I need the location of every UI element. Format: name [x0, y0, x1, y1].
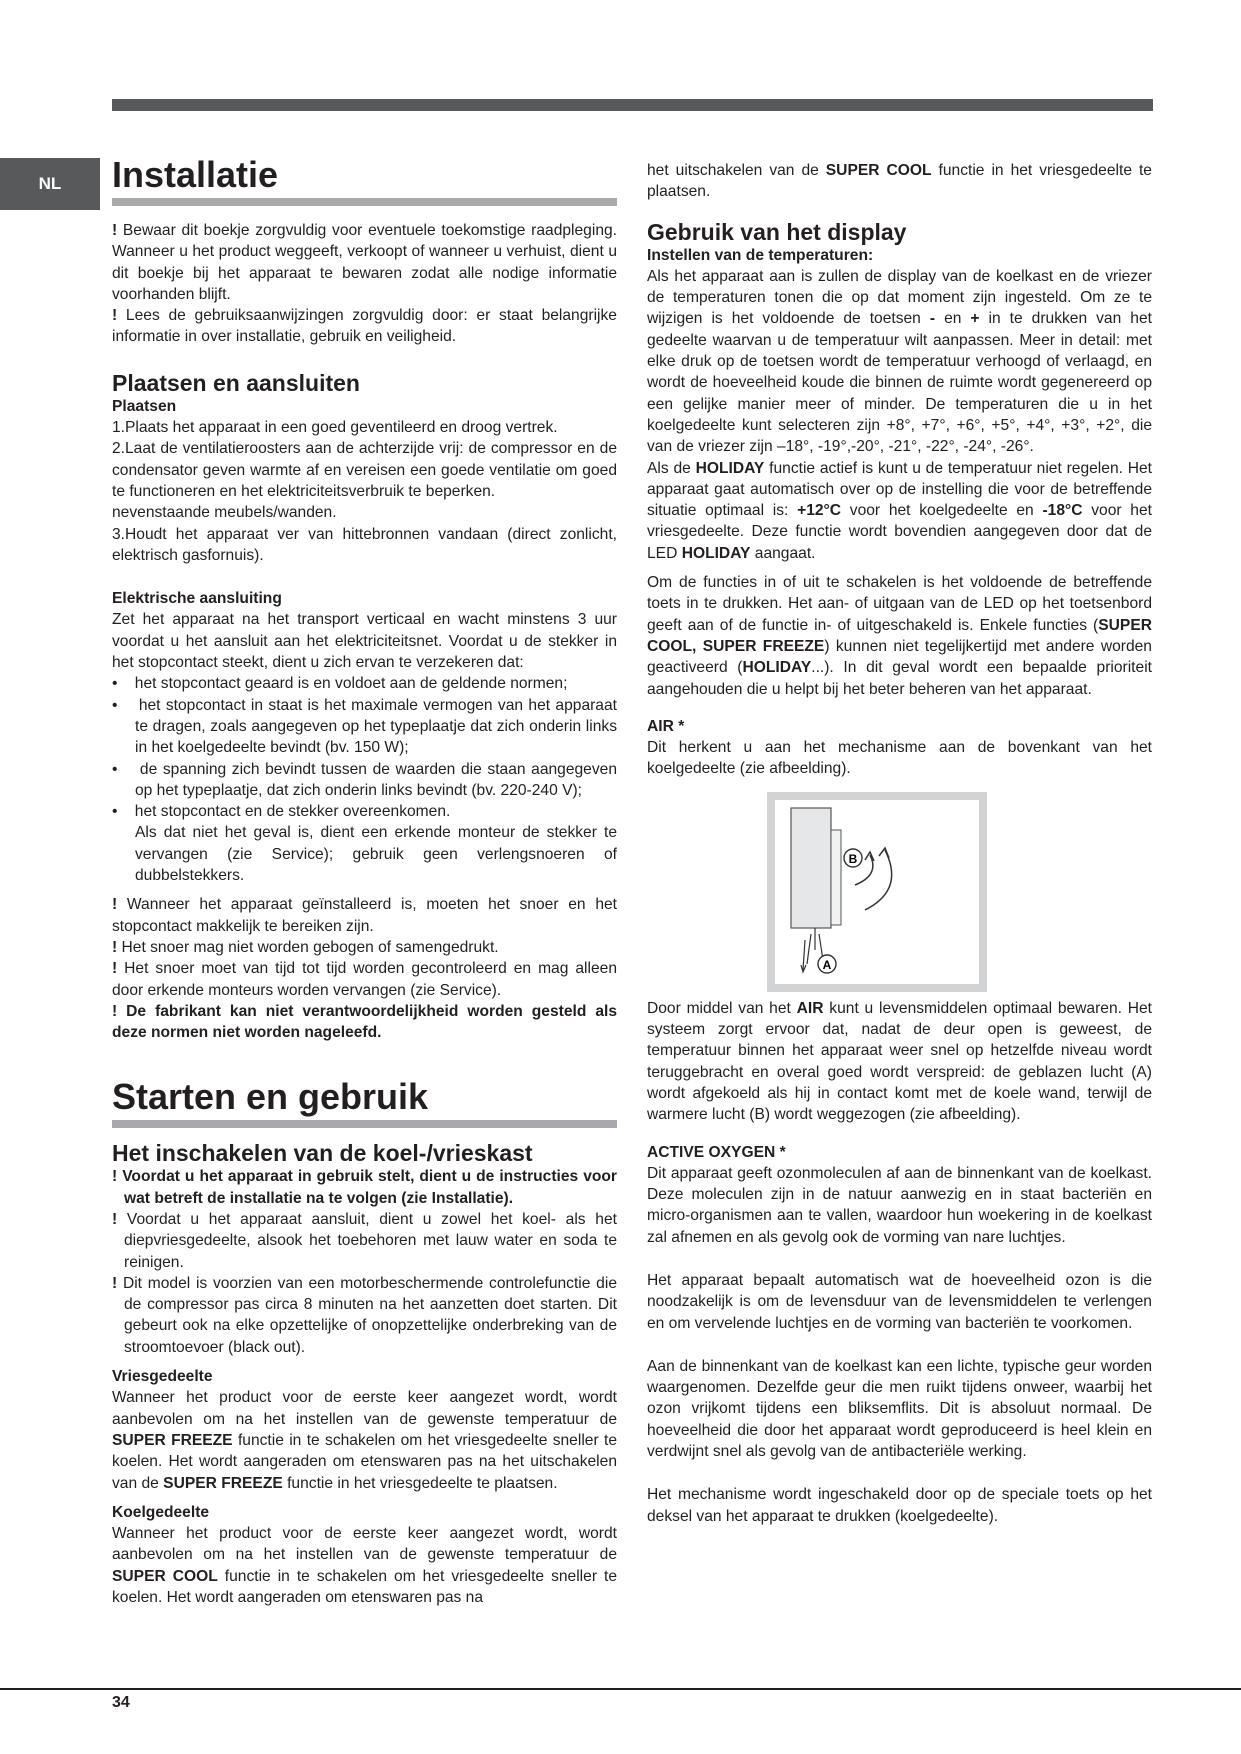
- air-text: Door middel van het AIR kunt u levensmiddelen optimaal bewaren. Het systeem zorgt ervoor dat, nadat de deur open is geweest, de temperatuur binnen het apparaat weer snel op hetzelfde niveau wordt teruggebracht en overal goed wordt verspreid: de geblazen lucht (A) wordt afgekoeld als hij in contact komt met de koele wand, terwijl de warmere lucht (B) wordt weggezogen (zie afbeelding).: [647, 999, 1152, 1124]
- start-note-1: ! Voordat u het apparaat in gebruik stelt, dient u de instructies voor wat betreft de installatie na te volgen (zie Installatie).: [112, 1168, 617, 1207]
- intro-note-2: ! Lees de gebruiksaanwijzingen zorgvuldig door: er staat belangrijke informatie in over installatie, gebruik en veiligheid.: [112, 307, 617, 346]
- air-mechanism-diagram: [775, 800, 979, 984]
- koelgedeelte-text: Wanneer het product voor de eerste keer aangezet wordt, wordt aanbevolen om na het instellen van de gewenste temperatuur de SUPER COOL functie in te schakelen om het vriesgedeelte sneller te koelen. Het wordt aangeraden om etenswaren pas na: [112, 1525, 618, 1607]
- oxygen-text-2: Het apparaat bepaalt automatisch wat de hoeveelheid ozon is die noodzakelijk is om de levensduur van de levensmiddelen te verlengen en om vervelende luchtjes en de vorming van bacteriën te voorkomen.: [647, 1271, 1152, 1332]
- warning-3: ! Het snoer moet van tijd tot tijd worden gecontroleerd en mag alleen door erkende monteurs worden vervangen (zie Service).: [112, 960, 617, 999]
- active-oxygen-heading: ACTIVE OXYGEN *: [647, 1143, 786, 1161]
- bullet-item: • het stopcontact geaard is en voldoet aan de geldende normen;: [112, 675, 568, 693]
- bullet-item: • het stopcontact en de stekker overeenkomen.: [112, 803, 451, 821]
- installatie-title: Installatie: [112, 155, 617, 206]
- plaatsen-subheading: Plaatsen: [112, 397, 177, 415]
- left-column: [112, 155, 617, 1608]
- place-step-2-cont: nevenstaande meubels/wanden.: [112, 504, 337, 522]
- display-heading: Gebruik van het display: [647, 218, 907, 245]
- page-number: 34: [112, 1694, 130, 1711]
- label-a: A: [822, 957, 832, 972]
- place-step-2: 2.Laat de ventilatieroosters aan de achterzijde vrij: de compressor en de condensator geven warmte af en vereisen een goede ventilatie om goed te functioneren en het elektriciteitsverbruik te beperken.: [112, 440, 617, 500]
- bullet-item: • het stopcontact in staat is het maximale vermogen van het apparaat te dragen, zoals aangegeven op het typeplaatje dat zich onderin links in het koelgedeelte bevindt (bv. 150 W);: [112, 696, 617, 757]
- place-step-1: 1.Plaats het apparaat in een goed geventileerd en droog vertrek.: [112, 419, 558, 437]
- oxygen-text-4: Het mechanisme wordt ingeschakeld door op de speciale toets op het deksel van het apparaat te drukken (koelgedeelte).: [647, 1486, 1152, 1525]
- electric-heading: Elektrische aansluiting: [112, 590, 282, 608]
- starten-title: Starten en gebruik: [112, 1077, 617, 1128]
- warning-2: ! Het snoer mag niet worden gebogen of samengedrukt.: [112, 938, 499, 956]
- temperature-text: Als het apparaat aan is zullen de display van de koelkast en de vriezer de temperaturen tonen die op dat moment zijn ingesteld. Om ze te wijzigen is het voldoende de toetsen - en + in te drukken van het gedeelte waarvan u de temperatuur wilt aanpassen. Meer in detail: met elke druk op de toetsen wordt de temperatuur verhoogd of verlaagd, en wordt de hoeveelheid koude die binnen de ruimte wordt gegenereerd op een gelijke manier meer of minder. De temperaturen die u in het koelgedeelte kunt selecteren zijn +8°, +7°, +6°, +5°, +4°, +3°, +2°, die van de vriezer zijn –18°, -19°,-20°, -21°, -22°, -24°, -26°.: [647, 267, 1152, 456]
- place-step-3: 3.Houdt het apparaat ver van hittebronnen vandaan (direct zonlicht, elektrisch gasfornuis).: [112, 525, 617, 564]
- koelgedeelte-text-cont: het uitschakelen van de SUPER COOL functie in het vriesgedeelte te plaatsen.: [647, 162, 1152, 201]
- warning-1: ! Wanneer het apparaat geïnstalleerd is, moeten het snoer en het stopcontact makkelijk te bereiken zijn.: [112, 896, 617, 935]
- oxygen-text-3: Aan de binnenkant van de koelkast kan een lichte, typische geur worden waargenomen. Dezelfde geur die men ruikt tijdens onweer, waarbij het ozon vrijkomt tijdens een bliksemflits. Dit is absoluut normaal. De hoeveelheid die door het apparaat wordt geproduceerd is heel klein en verdwijnt snel als gevolg van de antibacteriële werking.: [647, 1357, 1152, 1461]
- right-column: [647, 160, 1152, 1527]
- fridge-body: [791, 808, 831, 928]
- vriesgedeelte-heading: Vriesgedeelte: [112, 1368, 213, 1386]
- warning-4: ! De fabrikant kan niet verantwoordelijkheid worden gesteld als deze normen niet worden nageleefd.: [112, 1002, 618, 1042]
- air-heading: AIR *: [647, 717, 685, 735]
- airflow-a-arrow: [801, 940, 806, 972]
- start-note-3: ! Dit model is voorzien van een motorbeschermende controlefunctie die de compressor pas circa 8 minuten na het aanzetten doet starten. Dit gebeurt ook na elke opzettelijke of onopzettelijke onderbreking van de stroomtoevoer (black out).: [112, 1274, 617, 1356]
- oxygen-text-1: Dit apparaat geeft ozonmoleculen af aan de binnenkant van de koelkast. Deze moleculen zijn in de natuur aanwezig en in staat bacteriën en micro-organismen aan te vallen, waardoor hun woekering in de koelkast zal afnemen en als gevolg ook de vorming van nare luchtjes.: [647, 1164, 1152, 1246]
- bullet-item: • de spanning zich bevindt tussen de waarden die staan aangegeven op het typeplaatje, dat zich onderin links bevindt (bv. 220-240 V);: [112, 760, 618, 799]
- bullet-item-cont: Als dat niet het geval is, dient een erkende monteur de stekker te vervangen (zie Service); gebruik geen verlengsnoeren of dubbelstekkers.: [135, 824, 617, 885]
- functions-text: Om de functies in of uit te schakelen is het voldoende de betreffende toets in te drukken. Het aan- of uitgaan van de LED op het toetsenbord geeft aan of de functie in- of uitgeschakeld is. Enkele functies (SUPER COOL, SUPER FREEZE) kunnen niet tegelijkertijd met andere worden geactiveerd (HOLIDAY...). In dit geval wordt een bepaalde prioriteit aangehouden die u helpt bij het beter beheren van het apparaat.: [647, 574, 1152, 698]
- temperature-subheading: Instellen van de temperaturen:: [647, 246, 874, 264]
- label-b: B: [848, 851, 858, 866]
- header-rule: [112, 99, 1153, 111]
- intro-note-1: ! Bewaar dit boekje zorgvuldig voor eventuele toekomstige raadpleging. Wanneer u het product weggeeft, verkoopt of wanneer u verhuist, dient u dit boekje bij het apparaat te bewaren zodat alle nodige informatie voorhanden blijft.: [112, 222, 617, 303]
- holiday-text: Als de HOLIDAY functie actief is kunt u de temperatuur niet regelen. Het apparaat gaat automatisch over op de instelling die voor de betreffende situatie optimaal is: +12°C voor het koelgedeelte en -18°C voor het vriesgedeelte. Deze functie wordt bovendien aangegeven door dat de LED HOLIDAY aangaat.: [647, 459, 1153, 562]
- plaatsen-heading: Plaatsen en aansluiten: [112, 369, 360, 396]
- koelgedeelte-heading: Koelgedeelte: [112, 1503, 210, 1521]
- fridge-door: [831, 830, 841, 925]
- start-note-2: ! Voordat u het apparaat aansluit, dient u zowel het koel- als het diepvriesgedeelte, alsook het toebehoren met lauw water en soda te reinigen.: [112, 1210, 617, 1271]
- air-intro: Dit herkent u aan het mechanisme aan de bovenkant van het koelgedeelte (zie afbeelding).: [647, 739, 1152, 778]
- airflow-b-arrow: [865, 848, 892, 910]
- footer-rule: [0, 1688, 1241, 1690]
- inschakelen-heading: Het inschakelen van de koel-/vrieskast: [112, 1140, 533, 1167]
- electric-intro: Zet het apparaat na het transport verticaal en wacht minstens 3 uur voordat u het aansluit aan het elektriciteitsnet. Voordat u de stekker in het stopcontact steekt, dient u zich ervan te verzekeren dat:: [112, 611, 617, 672]
- language-tab: NL: [0, 158, 100, 210]
- vriesgedeelte-text: Wanneer het product voor de eerste keer aangezet wordt, wordt aanbevolen om na het instellen van de gewenste temperatuur de SUPER FREEZE functie in te schakelen om het vriesgedeelte sneller te koelen. Het wordt aangeraden om etenswaren pas na het uitschakelen van de SUPER FREEZE functie in het vriesgedeelte te plaatsen.: [112, 1389, 617, 1492]
- air-figure: [767, 792, 987, 992]
